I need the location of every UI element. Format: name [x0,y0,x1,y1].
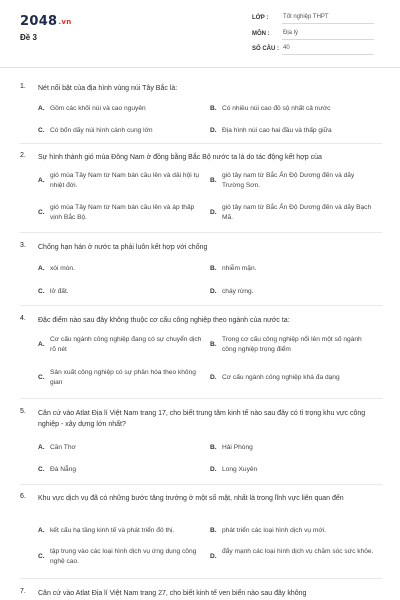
option-text: đẩy mạnh các loại hình dịch vụ chăm sóc sức khỏe. [222,548,374,555]
option-text: Long Xuyên [222,466,258,473]
option-letter: C. [38,374,45,381]
option-text: Có bốn dãy núi hình cánh cung lớn [50,127,153,134]
option-letter: D. [210,553,217,560]
option-letter: A. [38,444,45,451]
option-text: kết cấu hạ tầng kinh tế và phát triển đô thị. [50,527,175,534]
exam-title: Đề 3 [20,33,37,42]
question-number: 3. [20,242,26,249]
question-stem: Đặc điểm nào sau đây không thuộc cơ cấu công nghiệp theo ngành của nước ta: [38,317,290,324]
option-text: gió mùa Tây Nam từ Nam bán cầu lên và dải hội tụ nhiệt đới. [50,172,200,189]
option-letter: A. [38,341,45,348]
option-text: gió tây nam từ Bắc Ấn Độ Dương đến và dãy Bạch Mã. [222,204,372,221]
divider [20,143,382,144]
question-number: 2. [20,152,26,159]
divider [20,305,382,306]
divider [20,484,382,485]
header [0,0,400,68]
option-text: Gồm các khối núi và cao nguyên [50,105,146,112]
option-letter: C. [38,466,45,473]
option-letter: B. [210,341,217,348]
option-letter: B. [210,265,217,272]
option-letter: A. [38,177,45,184]
meta-value: 40 [282,45,374,55]
question-number: 1. [20,83,26,90]
divider [20,232,382,233]
option-letter: C. [38,553,45,560]
option-text: Sản xuất công nghiệp có sự phân hóa theo không gian [50,369,196,386]
question-number: 6. [20,493,26,500]
option-letter: A. [38,265,45,272]
site-logo[interactable] [20,14,72,29]
option-text: cháy rừng. [222,288,254,295]
question-stem: Khu vực dịch vụ đã có những bước tăng trưởng ở một số mặt, nhất là trong lĩnh vực liên quan đến [38,495,344,502]
question-number: 5. [20,408,26,415]
meta-key: MÔN : [252,31,270,37]
option-letter: A. [38,527,45,534]
option-letter: A. [38,105,45,112]
question-stem: Sự hình thành gió mùa Đông Nam ở đồng bằng Bắc Bộ nước ta là do tác động kết hợp của [38,154,322,161]
divider [20,578,382,579]
option-text: tập trung vào các loại hình dịch vụ ứng dụng công nghệ cao. [50,548,197,565]
question-stem: Căn cứ vào Atlat Địa lí Việt Nam trang 17, cho biết trung tâm kinh tế nào sau đây có tỉ trọng khu vực công nghiệp - xây dựng lớn nhất? [38,410,366,428]
option-letter: D. [210,127,217,134]
option-letter: B. [210,177,217,184]
option-letter: B. [210,444,217,451]
option-text: Địa hình núi cao hai đầu và thấp giữa [222,127,332,134]
option-letter: C. [38,209,45,216]
option-letter: D. [210,288,217,295]
question-number: 4. [20,315,26,322]
option-text: nhiễm mặn. [222,265,257,272]
logo-suffix: .vn [58,18,72,26]
option-letter: B. [210,527,217,534]
option-text: Đà Nẵng [50,466,77,473]
option-text: gió mùa Tây Nam từ Nam bán cầu lên và áp thấp vịnh Bắc Bộ. [50,204,195,221]
option-text: Cơ cấu ngành công nghiệp khá đa dạng [222,374,340,381]
meta-key: LỚP : [252,15,269,21]
question-stem: Căn cứ vào Atlat Địa lí Việt Nam trang 27, cho biết kinh tế ven biển nào sau đây không [38,590,307,597]
divider [20,398,382,399]
option-text: phát triển các loại hình dịch vụ mới. [222,527,327,534]
option-text: lở đất. [50,288,69,295]
option-text: Trong cơ cấu công nghiệp nổi lên một số ngành công nghiệp trọng điểm [222,336,362,353]
meta-value: Tốt nghiệp THPT [282,14,374,24]
option-text: Cần Thơ [50,444,76,451]
logo-text: 2048 [20,14,58,29]
option-letter: B. [210,105,217,112]
meta-value: Địa lý [282,30,374,40]
meta-key: SỐ CÂU : [252,46,279,52]
option-text: Có nhiều núi cao đồ sộ nhất cả nước [222,105,331,112]
option-text: xói mòn. [50,265,75,272]
option-text: Cơ cấu ngành công nghiệp đang có sự chuyển dịch rõ nét [50,336,202,353]
option-text: gió tây nam từ Bắc Ấn Độ Dương đến và dãy Trường Sơn. [222,172,355,189]
option-text: Hải Phòng [222,444,253,451]
question-stem: Chống hạn hán ở nước ta phải luôn kết hợp với chống [38,244,208,251]
question-number: 7. [20,588,26,595]
question-stem: Nét nổi bật của địa hình vùng núi Tây Bắc là: [38,85,178,92]
option-letter: D. [210,209,217,216]
option-letter: D. [210,374,217,381]
option-letter: C. [38,127,45,134]
option-letter: C. [38,288,45,295]
option-letter: D. [210,466,217,473]
